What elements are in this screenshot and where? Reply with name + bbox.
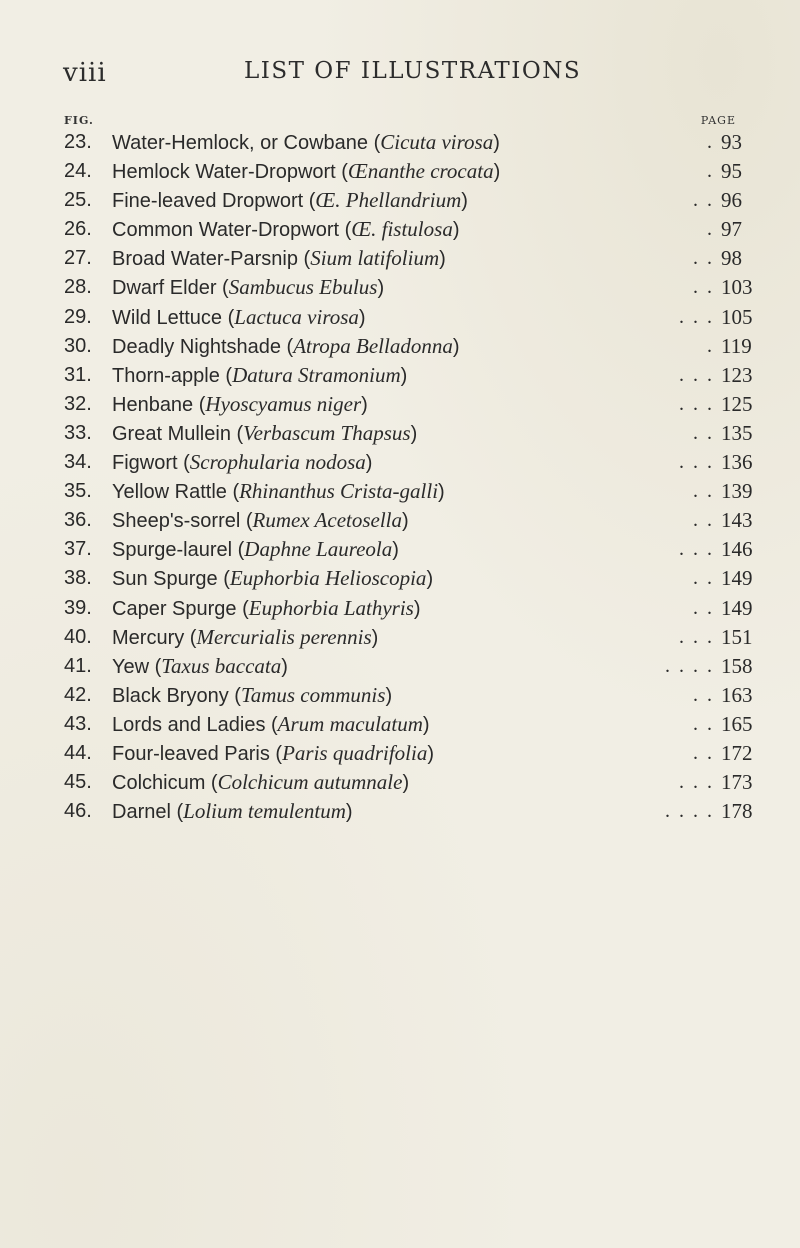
illustration-title: Great Mullein (Verbascum Thapsus) [112, 420, 418, 445]
list-item [0, 564, 800, 593]
common-name: Caper Spurge [112, 597, 237, 620]
latin-name: Lactuca virosa [234, 304, 359, 329]
dot-leader: . . . [679, 392, 714, 415]
illustration-title: Colchicum (Colchicum autumnale) [112, 770, 410, 795]
latin-name: Rumex Acetosella [252, 508, 403, 533]
dot-leader: . . . [679, 305, 714, 328]
latin-name: Euphorbia Lathyris [248, 595, 414, 620]
latin-name: Lolium temulentum [183, 799, 346, 824]
figure-number: 27. [64, 247, 92, 270]
figure-number: 26. [64, 218, 92, 241]
dot-leader: . . . [679, 363, 714, 386]
page-reference: 105 [721, 304, 753, 329]
common-name: Sheep's-sorrel [112, 510, 241, 533]
page-reference: 95 [721, 159, 742, 184]
figure-number: 32. [64, 392, 92, 415]
list-item [0, 768, 800, 797]
page-reference: 163 [721, 682, 753, 707]
list-item [0, 244, 800, 273]
figure-number: 40. [64, 625, 92, 648]
illustration-title: Wild Lettuce (Lactuca virosa) [112, 304, 366, 329]
common-name: Common Water-Dropwort [112, 219, 340, 242]
list-item [0, 332, 800, 361]
list-item [0, 710, 800, 739]
dot-leader: . . . [679, 538, 714, 561]
list-item [0, 186, 800, 215]
list-item [0, 506, 800, 535]
dot-leader: . . [693, 741, 714, 764]
figure-number: 31. [64, 363, 92, 386]
illustration-title: Yellow Rattle (Rhinanthus Crista-galli) [112, 479, 445, 504]
common-name: Dwarf Elder [112, 277, 217, 300]
page-reference: 125 [721, 391, 753, 416]
latin-name: Rhinanthus Crista-galli [239, 479, 439, 504]
illustration-title: Spurge-laurel (Daphne Laureola) [112, 537, 399, 562]
page-reference: 98 [721, 246, 742, 271]
list-item [0, 623, 800, 652]
common-name: Henbane [112, 393, 194, 416]
illustration-title: Broad Water-Parsnip (Sium latifolium) [112, 246, 446, 271]
latin-name: Tamus communis [240, 682, 386, 707]
figure-number: 38. [64, 567, 92, 590]
page-reference: 93 [721, 130, 742, 154]
latin-name: Œnanthe crocata [347, 159, 494, 184]
figure-number: 45. [64, 771, 92, 794]
dot-leader: . [707, 334, 714, 357]
page-reference: 146 [721, 537, 753, 562]
figure-number: 46. [64, 800, 92, 823]
page-reference: 139 [721, 479, 753, 504]
dot-leader: . [707, 218, 714, 241]
page-reference: 123 [721, 362, 753, 387]
figure-number: 29. [64, 305, 92, 328]
illustration-title: Four-leaved Paris (Paris quadrifolia) [112, 740, 435, 765]
common-name: Colchicum [112, 772, 206, 795]
figure-number: 43. [64, 712, 92, 735]
illustration-title: Caper Spurge (Euphorbia Lathyris) [112, 595, 421, 620]
list-item [0, 681, 800, 710]
illustration-title: Sun Spurge (Euphorbia Helioscopia) [112, 566, 434, 591]
latin-name: Arum maculatum [277, 711, 423, 736]
dot-leader: . . . [679, 625, 714, 648]
latin-name: Euphorbia Helioscopia [229, 566, 427, 591]
figure-number: 28. [64, 276, 92, 299]
figure-number: 39. [64, 596, 92, 619]
latin-name: Mercurialis perennis [196, 624, 372, 649]
page-reference: 136 [721, 450, 753, 475]
illustration-title: Henbane (Hyoscyamus niger) [112, 391, 368, 416]
illustration-title: Black Bryony (Tamus communis) [112, 682, 393, 707]
page-reference: 97 [721, 217, 742, 242]
figure-number: 34. [64, 451, 92, 474]
list-item [0, 419, 800, 448]
page-reference: 158 [721, 653, 753, 678]
list-item [0, 361, 800, 390]
list-item [0, 215, 800, 244]
latin-name: Atropa Belladonna [293, 333, 453, 358]
list-item [0, 739, 800, 768]
common-name: Yew [112, 655, 150, 678]
page-number: viii [63, 58, 107, 88]
common-name: Darnel [112, 801, 171, 824]
common-name: Sun Spurge [112, 568, 218, 591]
page-reference: 173 [721, 770, 753, 795]
common-name: Four-leaved Paris [112, 742, 270, 765]
page-reference: 96 [721, 188, 742, 213]
figure-number: 36. [64, 509, 92, 532]
fig-column-label: FIG. [64, 114, 94, 127]
latin-name: Scrophularia nodosa [189, 450, 366, 475]
illustration-title: Hemlock Water-Dropwort (Œnanthe crocata) [112, 159, 501, 184]
common-name: Mercury [112, 626, 185, 649]
illustration-title: Deadly Nightshade (Atropa Belladonna) [112, 333, 460, 358]
list-item [0, 128, 800, 157]
latin-name: Cicuta virosa [380, 130, 494, 154]
illustration-title: Mercury (Mercurialis perennis) [112, 624, 379, 649]
latin-name: Sium latifolium [310, 246, 440, 271]
page-reference: 119 [721, 333, 752, 358]
page-reference: 135 [721, 420, 753, 445]
latin-name: Paris quadrifolia [282, 740, 428, 765]
figure-number: 33. [64, 421, 92, 444]
figure-number: 23. [64, 131, 92, 153]
dot-leader: . . . . [665, 654, 714, 677]
latin-name: Verbascum Thapsus [243, 420, 411, 445]
figure-number: 41. [64, 654, 92, 677]
common-name: Water-Hemlock, or Cowbane [112, 132, 369, 154]
dot-leader: . . [693, 712, 714, 735]
list-item [0, 303, 800, 332]
common-name: Yellow Rattle [112, 481, 227, 504]
list-item [0, 273, 800, 302]
figure-number: 35. [64, 480, 92, 503]
latin-name: Taxus baccata [161, 653, 282, 678]
dot-leader: . . [693, 567, 714, 590]
dot-leader: . . . . [665, 800, 714, 823]
common-name: Deadly Nightshade [112, 335, 281, 358]
list-item [0, 594, 800, 623]
dot-leader: . . [693, 480, 714, 503]
page-reference: 165 [721, 711, 753, 736]
list-item [0, 448, 800, 477]
latin-name: Œ. fistulosa [351, 217, 453, 242]
list-item [0, 652, 800, 681]
dot-leader: . . . [679, 771, 714, 794]
illustration-title: Thorn-apple (Datura Stramonium) [112, 362, 408, 387]
dot-leader: . . [693, 189, 714, 212]
page-reference: 149 [721, 595, 753, 620]
illustration-list [0, 128, 800, 826]
dot-leader: . . . [679, 451, 714, 474]
dot-leader: . . [693, 276, 714, 299]
dot-leader: . . [693, 596, 714, 619]
common-name: Broad Water-Parsnip [112, 248, 298, 271]
common-name: Lords and Ladies [112, 713, 266, 736]
list-item [0, 535, 800, 564]
page-reference: 172 [721, 740, 753, 765]
illustration-title: Fine-leaved Dropwort (Œ. Phellandrium) [112, 188, 468, 213]
latin-name: Colchicum autumnale [217, 770, 403, 795]
common-name: Fine-leaved Dropwort [112, 190, 304, 213]
illustration-title: Water-Hemlock, or Cowbane (Cicuta virosa) [112, 130, 500, 154]
latin-name: Hyoscyamus niger [205, 391, 362, 416]
dot-leader: . . [693, 683, 714, 706]
figure-number: 42. [64, 683, 92, 706]
page-reference: 103 [721, 275, 753, 300]
common-name: Great Mullein [112, 422, 231, 445]
latin-name: Datura Stramonium [232, 362, 401, 387]
common-name: Wild Lettuce [112, 306, 223, 329]
figure-number: 37. [64, 538, 92, 561]
illustration-title: Sheep's-sorrel (Rumex Acetosella) [112, 508, 409, 533]
dot-leader: . [707, 131, 714, 153]
common-name: Figwort [112, 452, 178, 475]
dot-leader: . . [693, 247, 714, 270]
list-item [0, 157, 800, 186]
figure-number: 24. [64, 160, 92, 183]
figure-number: 25. [64, 189, 92, 212]
common-name: Spurge-laurel [112, 539, 233, 562]
common-name: Thorn-apple [112, 364, 220, 387]
figure-number: 30. [64, 334, 92, 357]
latin-name: Œ. Phellandrium [315, 188, 462, 213]
page-title: LIST OF ILLUSTRATIONS [244, 58, 582, 84]
illustration-title: Dwarf Elder (Sambucus Ebulus) [112, 275, 385, 300]
illustration-title: Figwort (Scrophularia nodosa) [112, 450, 373, 475]
dot-leader: . [707, 160, 714, 183]
page-reference: 151 [721, 624, 753, 649]
dot-leader: . . [693, 509, 714, 532]
illustration-title: Yew (Taxus baccata) [112, 653, 288, 678]
page-reference: 178 [721, 799, 753, 824]
illustration-title: Lords and Ladies (Arum maculatum) [112, 711, 430, 736]
illustration-title: Common Water-Dropwort (Œ. fistulosa) [112, 217, 460, 242]
illustration-title: Darnel (Lolium temulentum) [112, 799, 353, 824]
page-reference: 143 [721, 508, 753, 533]
page-column-label: PAGE [700, 114, 736, 127]
latin-name: Daphne Laureola [244, 537, 393, 562]
list-item [0, 390, 800, 419]
running-head [0, 58, 800, 98]
page-reference: 149 [721, 566, 753, 591]
common-name: Black Bryony [112, 684, 229, 707]
list-item [0, 797, 800, 826]
latin-name: Sambucus Ebulus [228, 275, 378, 300]
dot-leader: . . [693, 421, 714, 444]
common-name: Hemlock Water-Dropwort [112, 161, 336, 184]
list-item [0, 477, 800, 506]
figure-number: 44. [64, 741, 92, 764]
